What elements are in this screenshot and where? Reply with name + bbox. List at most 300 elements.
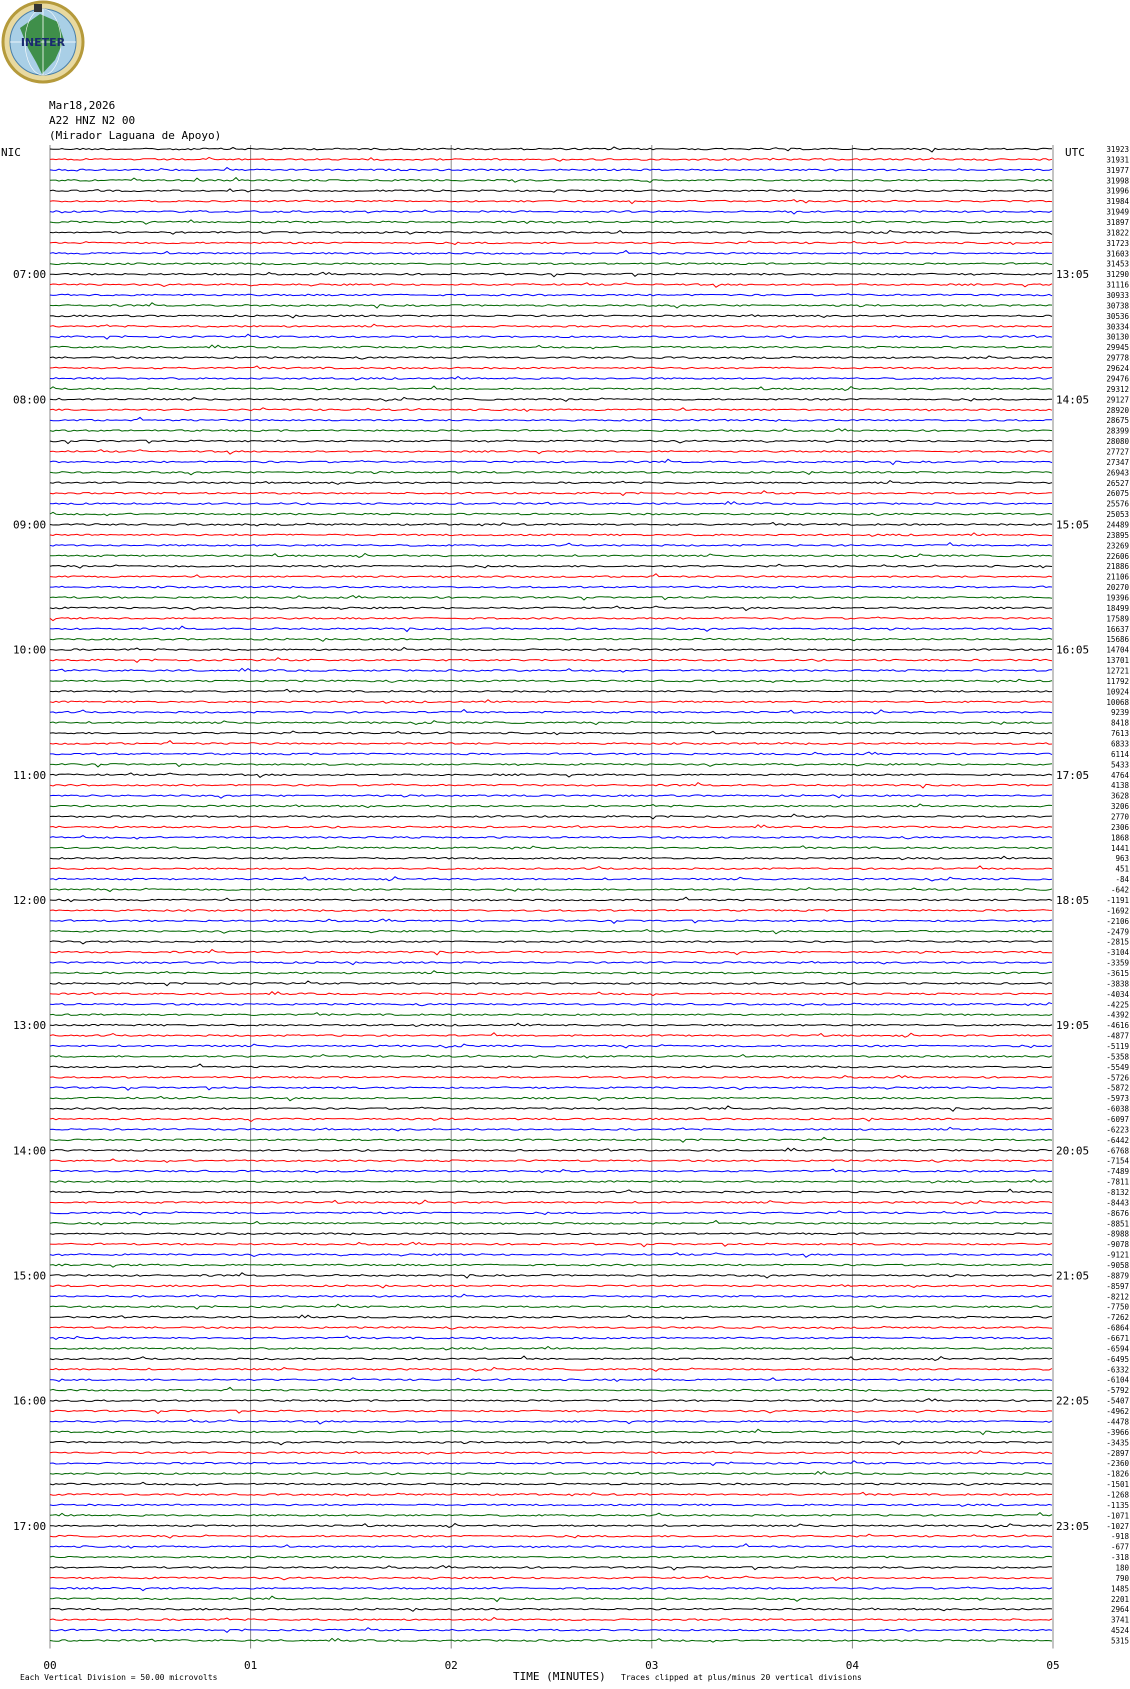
trace-line [50, 1566, 1052, 1570]
trace-line [50, 272, 1052, 276]
trace-offset-label: 31977 [1106, 165, 1129, 175]
clip-text: Traces clipped at plus/minus 20 vertical divisions [621, 1673, 862, 1682]
x-axis-title: TIME (MINUTES) [513, 1670, 606, 1683]
trace-offset-label: 25053 [1106, 510, 1129, 520]
trace-offset-label: 1441 [1110, 843, 1129, 853]
trace-offset-label: -1826 [1106, 1469, 1129, 1479]
trace-offset-label: -6332 [1106, 1365, 1129, 1375]
trace-offset-label: 451 [1115, 864, 1129, 874]
header-station: A22 HNZ N2 00 [49, 114, 136, 127]
trace-line [50, 617, 1052, 621]
trace-offset-label: 26075 [1106, 489, 1129, 499]
trace-offset-label: -5973 [1106, 1094, 1129, 1104]
left-hour-label: 07:00 [13, 268, 47, 282]
trace-offset-label: 9239 [1110, 708, 1129, 718]
trace-offset-label: -2360 [1106, 1459, 1129, 1469]
trace-line [50, 930, 1052, 934]
trace-offset-label: 28920 [1106, 405, 1129, 415]
trace-line [50, 950, 1052, 955]
trace-offset-label: 963 [1115, 854, 1129, 864]
left-hour-labels [13, 268, 46, 1533]
trace-line [50, 1587, 1052, 1591]
trace-offset-label: 30738 [1106, 301, 1129, 311]
right-hour-label: 17:05 [1056, 768, 1090, 782]
right-hour-labels [1056, 268, 1089, 1533]
trace-offset-label: 790 [1115, 1573, 1129, 1583]
trace-offset-label: 22606 [1106, 551, 1129, 561]
trace-line [50, 1055, 1052, 1059]
trace-line [50, 1096, 1052, 1100]
left-hour-label: 09:00 [13, 518, 47, 532]
trace-line [50, 377, 1052, 380]
trace-offset-label: 29945 [1106, 343, 1129, 353]
left-hour-label: 10:00 [13, 643, 47, 657]
trace-line [50, 1064, 1052, 1068]
trace-line [50, 940, 1052, 944]
trace-offset-label: -4616 [1106, 1021, 1129, 1031]
trace-line [50, 1211, 1052, 1215]
trace-line [50, 231, 1052, 235]
trace-line [50, 1638, 1052, 1642]
trace-line [50, 481, 1052, 485]
trace-offset-label: 2306 [1110, 822, 1129, 832]
trace-line [50, 648, 1052, 651]
trace-offset-label: -2106 [1106, 916, 1129, 926]
trace-line [50, 981, 1052, 986]
trace-line [50, 554, 1052, 558]
trace-offset-label: 8418 [1110, 718, 1129, 728]
trace-offset-label: -5119 [1106, 1041, 1129, 1051]
trace-line [50, 315, 1052, 318]
trace-line [50, 1118, 1052, 1121]
right-timezone-label: UTC [1065, 146, 1085, 159]
trace-offset-label: 5433 [1110, 760, 1129, 770]
trace-line [50, 1534, 1052, 1538]
minute-gridlines [50, 145, 1053, 1648]
trace-offset-label: 3206 [1110, 802, 1129, 812]
trace-offset-label: 14704 [1106, 645, 1129, 655]
trace-offset-label: 29476 [1106, 374, 1129, 384]
trace-line [50, 1127, 1052, 1131]
trace-offset-label: -8443 [1106, 1198, 1129, 1208]
trace-offset-label: 26527 [1106, 478, 1129, 488]
trace-offset-label: 1868 [1110, 833, 1129, 843]
trace-offset-label: -1191 [1106, 895, 1129, 905]
trace-line [50, 334, 1052, 339]
x-tick-label: 05 [1046, 1659, 1060, 1672]
trace-line [50, 543, 1052, 547]
trace-offset-label: 26943 [1106, 468, 1129, 478]
trace-offset-label: -8988 [1106, 1229, 1129, 1239]
trace-line [50, 1556, 1052, 1558]
trace-offset-label: -677 [1110, 1542, 1129, 1552]
trace-line [50, 303, 1052, 308]
trace-offset-label: 25576 [1106, 499, 1129, 509]
trace-line [50, 689, 1052, 692]
trace-offset-label: -6864 [1106, 1323, 1129, 1333]
trace-line [50, 1441, 1052, 1444]
trace-line [50, 700, 1052, 703]
trace-line [50, 397, 1052, 401]
trace-line [50, 1137, 1052, 1142]
trace-offset-label: 30536 [1106, 311, 1129, 321]
trace-line [50, 626, 1052, 631]
trace-line [50, 1189, 1052, 1193]
trace-line [50, 731, 1052, 735]
trace-line [50, 1273, 1052, 1278]
trace-line [50, 220, 1052, 224]
trace-offset-label: 11792 [1106, 676, 1129, 686]
trace-offset-label: 5315 [1110, 1636, 1129, 1646]
trace-line [50, 1544, 1052, 1548]
trace-offset-label: 29624 [1106, 364, 1129, 374]
trace-line [50, 533, 1052, 536]
trace-line [50, 417, 1052, 421]
trace-line [50, 564, 1052, 568]
trace-line [50, 512, 1052, 515]
trace-line [50, 1618, 1052, 1621]
trace-offset-label: -1501 [1106, 1480, 1129, 1490]
trace-offset-label: 31453 [1106, 259, 1129, 269]
trace-line [50, 721, 1052, 725]
trace-line [50, 189, 1052, 192]
trace-offset-label: 7613 [1110, 729, 1129, 739]
trace-offset-label: 29312 [1106, 384, 1129, 394]
trace-line [50, 324, 1052, 327]
trace-line [50, 804, 1052, 808]
x-tick-label: 03 [645, 1659, 659, 1672]
trace-offset-label: 4138 [1110, 781, 1129, 791]
trace-line [50, 710, 1052, 714]
trace-offset-label: -8597 [1106, 1281, 1129, 1291]
trace-line [50, 679, 1052, 682]
trace-offset-label: -7811 [1106, 1177, 1129, 1187]
trace-line [50, 1378, 1052, 1382]
trace-line [50, 1482, 1052, 1485]
trace-offset-label: -9058 [1106, 1261, 1129, 1271]
left-hour-label: 15:00 [13, 1269, 47, 1283]
trace-line [50, 1356, 1052, 1360]
trace-offset-label: -3966 [1106, 1427, 1129, 1437]
trace-offset-label: 24489 [1106, 520, 1129, 530]
svg-text:INETER: INETER [20, 36, 66, 49]
trace-line [50, 586, 1052, 588]
left-hour-label: 12:00 [13, 893, 47, 907]
x-tick-label: 04 [845, 1659, 860, 1672]
trace-offset-label: -6442 [1106, 1135, 1129, 1145]
left-hour-label: 14:00 [13, 1144, 47, 1158]
trace-offset-label: -1135 [1106, 1500, 1129, 1510]
trace-line [50, 1264, 1052, 1268]
trace-line [50, 856, 1052, 859]
scale-text: Each Vertical Division = 50.00 microvolts [20, 1673, 218, 1682]
trace-offset-label: -1692 [1106, 906, 1129, 916]
trace-offset-label: 180 [1115, 1563, 1129, 1573]
trace-line [50, 200, 1052, 204]
trace-offset-label: 30933 [1106, 291, 1129, 301]
trace-offset-label: -918 [1110, 1532, 1129, 1542]
trace-offset-label: 27727 [1106, 447, 1129, 457]
trace-line [50, 1504, 1052, 1506]
trace-line [50, 825, 1052, 828]
trace-offset-label: 31996 [1106, 186, 1129, 196]
trace-offset-label: -4877 [1106, 1031, 1129, 1041]
trace-lines [50, 147, 1052, 1642]
trace-line [50, 1013, 1052, 1016]
trace-offset-label: -5549 [1106, 1062, 1129, 1072]
trace-line [50, 1492, 1052, 1496]
trace-offset-label: -6594 [1106, 1344, 1129, 1354]
trace-offset-label: -6671 [1106, 1334, 1129, 1344]
x-tick-label: 01 [243, 1659, 258, 1672]
trace-offset-label: 18499 [1106, 603, 1129, 613]
left-hour-label: 16:00 [13, 1394, 47, 1408]
trace-line [50, 1608, 1052, 1611]
trace-line [50, 1576, 1052, 1580]
trace-line [50, 1221, 1052, 1225]
trace-line [50, 366, 1052, 369]
trace-offset-label: -4225 [1106, 1000, 1129, 1010]
trace-line [50, 157, 1052, 161]
trace-line [50, 1033, 1052, 1037]
trace-line [50, 241, 1052, 245]
trace-line [50, 251, 1052, 255]
left-timezone-label: NIC [1, 146, 21, 159]
trace-offset-label: -6768 [1106, 1146, 1129, 1156]
trace-line [50, 1315, 1052, 1319]
trace-offset-label: -7262 [1106, 1313, 1129, 1323]
trace-line [50, 1200, 1052, 1204]
trace-line [50, 814, 1052, 819]
right-hour-label: 21:05 [1056, 1269, 1090, 1283]
trace-offset-label: -3838 [1106, 979, 1129, 989]
trace-line [50, 783, 1052, 788]
trace-offset-label: -3435 [1106, 1438, 1129, 1448]
trace-offset-label: 29778 [1106, 353, 1129, 363]
trace-offset-label: -318 [1110, 1553, 1129, 1563]
right-hour-label: 22:05 [1056, 1394, 1090, 1408]
trace-line [50, 1148, 1052, 1151]
trace-line [50, 210, 1052, 214]
right-hour-label: 23:05 [1056, 1519, 1090, 1533]
trace-offset-label: 31998 [1106, 176, 1129, 186]
trace-offset-labels [1106, 145, 1129, 1645]
trace-line [50, 459, 1052, 464]
trace-offset-label: 23269 [1106, 541, 1129, 551]
trace-offset-label: 21886 [1106, 562, 1129, 572]
trace-offset-label: -6495 [1106, 1354, 1129, 1364]
trace-offset-label: -6038 [1106, 1104, 1129, 1114]
trace-offset-label: 31897 [1106, 218, 1129, 228]
trace-offset-label: 31116 [1106, 280, 1129, 290]
trace-line [50, 1472, 1052, 1475]
trace-offset-label: -3104 [1106, 948, 1129, 958]
trace-offset-label: 21106 [1106, 572, 1129, 582]
trace-offset-label: -2897 [1106, 1448, 1129, 1458]
trace-offset-label: -5407 [1106, 1396, 1129, 1406]
trace-offset-label: 19396 [1106, 593, 1129, 603]
trace-offset-label: 29127 [1106, 395, 1129, 405]
trace-line [50, 1106, 1052, 1111]
trace-line [50, 1075, 1052, 1078]
trace-line [50, 294, 1052, 296]
trace-line [50, 971, 1052, 974]
trace-offset-label: 2770 [1110, 812, 1129, 822]
trace-offset-label: 23895 [1106, 530, 1129, 540]
trace-offset-label: 20270 [1106, 583, 1129, 593]
trace-line [50, 147, 1052, 152]
trace-offset-label: 3741 [1110, 1615, 1129, 1625]
trace-offset-label: 1485 [1110, 1584, 1129, 1594]
trace-offset-label: 31822 [1106, 228, 1129, 238]
trace-offset-label: 13701 [1106, 656, 1129, 666]
trace-offset-label: -7154 [1106, 1156, 1129, 1166]
left-hour-label: 08:00 [13, 393, 47, 407]
trace-line [50, 919, 1052, 923]
trace-line [50, 910, 1052, 912]
trace-line [50, 596, 1052, 600]
trace-line [50, 178, 1052, 183]
trace-line [50, 1347, 1052, 1350]
trace-offset-label: -8676 [1106, 1208, 1129, 1218]
trace-offset-label: 6833 [1110, 739, 1129, 749]
trace-line [50, 1242, 1052, 1246]
trace-offset-label: -6104 [1106, 1375, 1129, 1385]
trace-offset-label: 2964 [1110, 1605, 1129, 1615]
trace-line [50, 1461, 1052, 1466]
trace-offset-label: 31984 [1106, 197, 1129, 207]
trace-offset-label: -8879 [1106, 1271, 1129, 1281]
trace-line [50, 1253, 1052, 1257]
trace-line [50, 1285, 1052, 1288]
trace-line [50, 1451, 1052, 1455]
trace-line [50, 574, 1052, 578]
trace-line [50, 1387, 1052, 1391]
trace-offset-label: 6114 [1110, 749, 1129, 759]
trace-line [50, 992, 1052, 996]
trace-line [50, 502, 1052, 505]
trace-line [50, 386, 1052, 390]
trace-line [50, 606, 1052, 610]
trace-offset-label: -7750 [1106, 1302, 1129, 1312]
trace-line [50, 773, 1052, 777]
trace-offset-label: 28399 [1106, 426, 1129, 436]
trace-offset-label: -642 [1110, 885, 1129, 895]
trace-offset-label: -9078 [1106, 1240, 1129, 1250]
trace-offset-label: 16637 [1106, 624, 1129, 634]
trace-line [50, 1180, 1052, 1183]
right-hour-label: 13:05 [1056, 268, 1090, 282]
right-hour-label: 19:05 [1056, 1019, 1090, 1033]
trace-line [50, 1087, 1052, 1090]
trace-line [50, 168, 1052, 172]
trace-offset-label: 31931 [1106, 155, 1129, 165]
trace-line [50, 1304, 1052, 1309]
trace-line [50, 263, 1052, 265]
trace-offset-label: -8851 [1106, 1219, 1129, 1229]
trace-offset-label: 28675 [1106, 416, 1129, 426]
trace-offset-label: 31290 [1106, 270, 1129, 280]
trace-line [50, 1294, 1052, 1297]
trace-offset-label: -84 [1115, 875, 1129, 885]
trace-offset-label: -8212 [1106, 1292, 1129, 1302]
trace-line [50, 658, 1052, 663]
trace-offset-label: 31723 [1106, 238, 1129, 248]
left-hour-label: 11:00 [13, 768, 47, 782]
trace-offset-label: -5358 [1106, 1052, 1129, 1062]
trace-offset-label: -9121 [1106, 1250, 1129, 1260]
trace-line [50, 1159, 1052, 1162]
trace-line [50, 1399, 1052, 1402]
trace-offset-label: -5792 [1106, 1386, 1129, 1396]
trace-offset-label: 10068 [1106, 697, 1129, 707]
right-hour-label: 16:05 [1056, 643, 1090, 657]
right-hour-label: 18:05 [1056, 893, 1090, 907]
header-location: (Mirador Laguana de Apoyo) [49, 129, 222, 142]
left-hour-label: 17:00 [13, 1519, 47, 1533]
trace-offset-label: -1071 [1106, 1511, 1129, 1521]
trace-offset-label: 3628 [1110, 791, 1129, 801]
trace-line [50, 450, 1052, 454]
trace-offset-label: 17589 [1106, 614, 1129, 624]
trace-offset-label: 31923 [1106, 145, 1129, 154]
trace-line [50, 408, 1052, 412]
trace-line [50, 1420, 1052, 1424]
trace-line [50, 283, 1052, 287]
trace-offset-label: 28080 [1106, 437, 1129, 447]
trace-offset-label: -4034 [1106, 989, 1129, 999]
trace-line [50, 1023, 1052, 1026]
trace-offset-label: 10924 [1106, 687, 1129, 697]
trace-line [50, 429, 1052, 432]
trace-offset-label: -7489 [1106, 1167, 1129, 1177]
trace-line [50, 356, 1052, 359]
trace-line [50, 1429, 1052, 1434]
trace-offset-label: 4764 [1110, 770, 1129, 780]
trace-offset-label: -6223 [1106, 1125, 1129, 1135]
trace-offset-label: -4478 [1106, 1417, 1129, 1427]
trace-offset-label: 4524 [1110, 1626, 1129, 1636]
trace-offset-label: 31949 [1106, 207, 1129, 217]
trace-line [50, 1596, 1052, 1601]
trace-offset-label: 2201 [1110, 1594, 1129, 1604]
trace-line [50, 1336, 1052, 1339]
trace-line [50, 638, 1052, 641]
trace-line [50, 836, 1052, 840]
left-hour-label: 13:00 [13, 1019, 47, 1033]
trace-line [50, 1003, 1052, 1006]
trace-offset-label: -1027 [1106, 1521, 1129, 1531]
trace-line [50, 1044, 1052, 1048]
trace-line [50, 440, 1052, 444]
trace-line [50, 1410, 1052, 1413]
trace-line [50, 877, 1052, 881]
trace-offset-label: 31603 [1106, 249, 1129, 259]
trace-line [50, 897, 1052, 901]
x-tick-label: 02 [444, 1659, 458, 1672]
trace-offset-label: -1268 [1106, 1490, 1129, 1500]
trace-line [50, 1524, 1052, 1528]
trace-line [50, 764, 1052, 767]
trace-offset-label: 15686 [1106, 635, 1129, 645]
trace-offset-label: 27347 [1106, 457, 1129, 467]
trace-line [50, 1169, 1052, 1173]
trace-line [50, 846, 1052, 850]
trace-offset-label: 30334 [1106, 322, 1129, 332]
trace-offset-label: -5726 [1106, 1073, 1129, 1083]
trace-offset-label: 12721 [1106, 666, 1129, 676]
x-tick-label: 00 [43, 1659, 57, 1672]
